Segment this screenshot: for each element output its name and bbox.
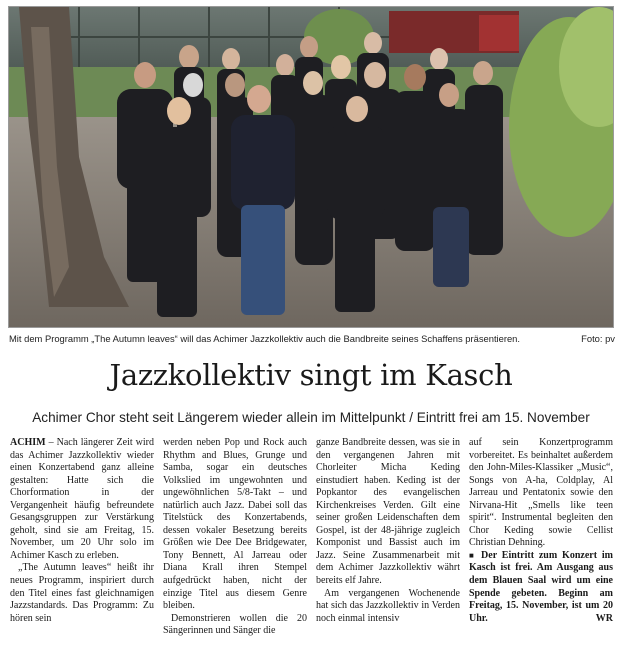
body-paragraph: „The Autumn leaves“ heißt ihr neues Programm, inspiriert durch den Titel eines fast gleichnamigen Jazzstandards. Das Programm: Zu hören sein	[10, 562, 154, 624]
body-paragraph: werden neben Pop und Rock auch Rhythm and Blues, Grunge und Samba, sogar ein deutsches Volkslied im ungewohnten und ungewöhnlichen 5/8-Takt – und natürlich auch Jazz. Dabei soll das Titelstück des Konzertabends, dessen vokaler Besetzung bereits Größen wie Dee Dee Bridgewater, Tony Bennett, Al Jarreau oder Diana Krall ihren Stempel aufgedrückt haben, nicht der einzige Titel aus diesem Genre bleiben.	[163, 437, 307, 612]
dateline: ACHIM	[10, 437, 46, 448]
body-paragraph: auf sein Konzertprogramm vorbereitet. Es beinhaltet außerdem den John-Miles-Klassiker „Music“, Songs von A-ha, Coldplay, Al Jarreau und Pentatonix sowie den Nirvana-Hit „Smells like teen spirit“. Instrumental begleiten den Chor Keding sowie Cellist Christian Dehning.	[469, 437, 613, 549]
body-paragraph: ACHIM – Nach längerer Zeit wird das Achimer Jazzkollektiv wieder einen Konzertabend ganz alleine gestalten: Hatte sich die Chorformation in der Vergangenheit häufig befreundete Gesangsgruppen zur Verstärkung geholt, sind sie am Freitag, 15. November, um 20 Uhr solo im Achimer Kasch zu erleben.	[10, 437, 154, 561]
photo-caption	[9, 333, 615, 347]
article-headline: Jazzkollektiv singt im Kasch	[109, 358, 513, 392]
square-bullet-icon: ■	[469, 550, 477, 560]
group-photo	[8, 6, 614, 328]
article-column-1	[10, 437, 154, 637]
body-paragraph: ganze Bandbreite dessen, was sie in den vergangenen Jahren mit Chorleiter Micha Keding einstudiert haben. Keding ist der Popkantor des evangelischen Kirchenkreises Verden. Gilt eine seiner großen Leidenschaften dem Gospel, ist der 48-jährige zugleich Komponist und Bassist auch im Jazz. Seine Zusammenarbeit mit dem Achimer Jazzkollektiv währt bereits elf Jahre.	[316, 437, 460, 587]
info-box-text: Der Eintritt zum Konzert im Kasch ist frei. Am Ausgang aus dem Blauen Saal wird um eine Spende gebeten. Beginn am Freitag, 15. November, ist um 20 Uhr.	[469, 549, 613, 624]
article-column-3	[316, 437, 460, 637]
author-initials: WR	[595, 612, 613, 624]
article-body	[10, 437, 614, 637]
article-column-4	[469, 437, 613, 637]
info-box	[469, 550, 613, 625]
article-column-2	[163, 437, 307, 637]
photo-caption-text: Mit dem Programm „The Autumn leaves“ will das Achimer Jazzkollektiv auch die Bandbreite seines Schaffens präsentieren.	[9, 333, 520, 344]
body-paragraph: Demonstrieren wollen die 20 Sängerinnen und Sänger die	[163, 612, 307, 637]
body-paragraph: Am vergangenen Wochenende hat sich das Jazzkollektiv in Verden noch einmal intensiv	[316, 587, 460, 624]
photo-credit: Foto: pv	[581, 333, 615, 344]
article-subheadline: Achimer Chor steht seit Längerem wieder allein im Mittelpunkt / Eintritt frei am 15. November	[32, 410, 590, 425]
